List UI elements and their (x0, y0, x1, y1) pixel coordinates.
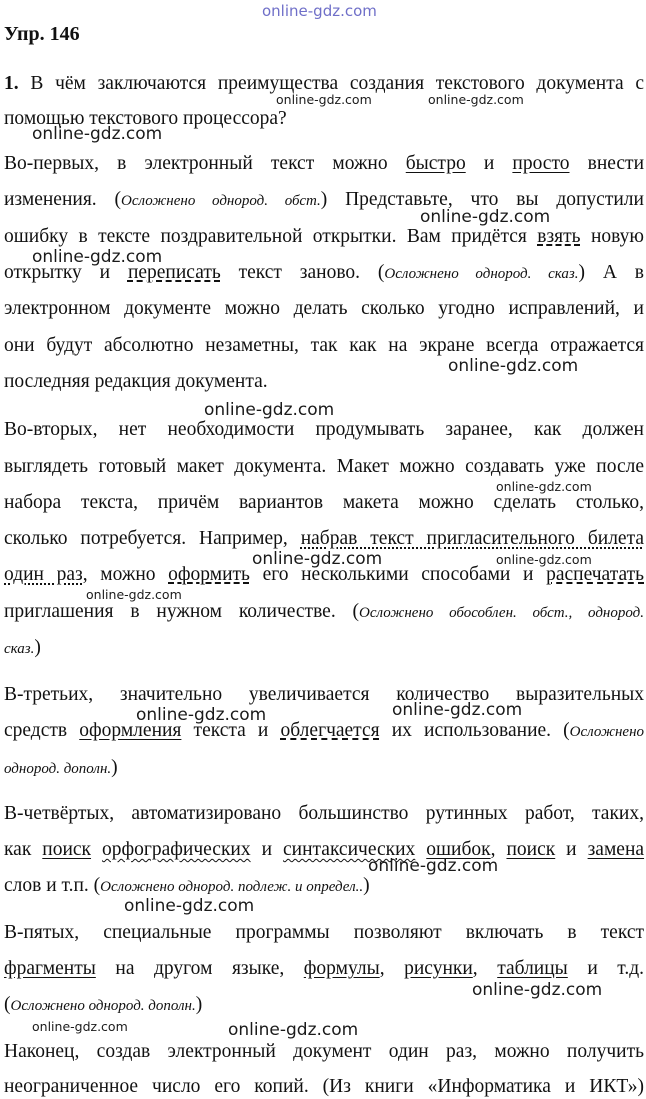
p1-line-1 (4, 152, 644, 176)
underlined-participial-phrase: набрав текст пригласительного билета (300, 528, 644, 549)
watermark: online-gdz.com (420, 207, 551, 227)
underlined-subject: поиск (42, 839, 92, 860)
underlined-predicate: облегчается (280, 720, 380, 741)
text: и т.д. (567, 958, 645, 979)
text: Во-первых, в электронный текст можно (4, 153, 406, 174)
underlined-subject: поиск (506, 839, 556, 860)
question-number: 1. (4, 73, 19, 94)
question-text-1: В чём заключаются преимущества создания текстового документа с (30, 73, 644, 94)
p1-line-6: они будут абсолютно незаметны, так как на экране всегда отражается (4, 335, 644, 356)
text: и (250, 839, 283, 860)
grammar-note: Осложнено обособлен. обст., однород. (359, 605, 644, 621)
p5-line-1: В-пятых, специальные программы позволяют включать в текст (4, 922, 644, 943)
text: внести (569, 153, 645, 174)
underlined-object: таблицы (497, 958, 568, 979)
underlined-attribute: орфографических (102, 839, 251, 860)
text: текста и (181, 720, 281, 741)
text: на другом языке, (95, 958, 304, 979)
grammar-note: сказ. (4, 641, 35, 657)
underlined-adverb: быстро (405, 153, 466, 174)
watermark: online-gdz.com (124, 896, 255, 916)
text: ) (34, 637, 41, 658)
p3-line-3 (4, 756, 644, 781)
text: слов и т.п. ( (4, 875, 101, 896)
p1-line-7: последняя редакция документа. (4, 371, 268, 392)
text: его несколькими способами и (249, 564, 547, 585)
question-line-2: помощью текстового процессора? (4, 108, 287, 129)
text: ошибку в тексте поздравительной открытки. Вам придётся (4, 226, 538, 247)
p3-line-1: В-третьих, значительно увеличивается количество выразительных (4, 684, 644, 705)
watermark: online-gdz.com (472, 980, 603, 1000)
text: средств (4, 720, 80, 741)
text: новую (580, 226, 644, 247)
watermark: online-gdz.com (32, 247, 163, 267)
watermark: online-gdz.com (136, 705, 267, 725)
watermark: online-gdz.com (252, 549, 383, 569)
p5-line-2 (4, 957, 644, 981)
underlined-predicate: оформить (168, 564, 250, 585)
grammar-note: однород. дополн. (4, 761, 112, 777)
underlined-object: формулы (303, 958, 380, 979)
text: , (379, 958, 405, 979)
p2-line-6 (4, 600, 644, 625)
p2-line-4 (4, 527, 644, 551)
text: сколько потребуется. Например, (4, 528, 301, 549)
underlined-object: рисунки (404, 958, 473, 979)
underlined-attribute: синтаксических (283, 839, 416, 860)
text (91, 839, 102, 860)
grammar-note: Осложнено однород. обст. (120, 193, 321, 209)
p4-line-1: В-четвёртых, автоматизировано большинство рутинных работ, таких, (4, 803, 644, 824)
text: текст заново. ( (220, 262, 385, 283)
grammar-note: Осложнено однород. подлеж. и определ.. (100, 879, 364, 895)
grammar-note: Осложнено однород. сказ. (384, 266, 579, 282)
text: и (555, 839, 588, 860)
watermark: online-gdz.com (228, 1020, 359, 1040)
underlined-object: фрагменты (4, 958, 96, 979)
grammar-note: Осложнено однород. дополн. (10, 998, 196, 1014)
underlined-participial-phrase: один раз (4, 564, 83, 585)
p2-line-2: выглядеть готовый макет документа. Макет можно создавать уже после (4, 456, 644, 477)
watermark-top: online-gdz.com (262, 2, 377, 20)
p6-line-1: Наконец, создав электронный документ один раз, можно получить (4, 1041, 644, 1062)
underlined-object: ошибок (426, 839, 491, 860)
watermark: online-gdz.com (368, 856, 499, 876)
watermark: online-gdz.com (448, 356, 579, 376)
watermark: online-gdz.com (86, 587, 182, 602)
underlined-subject: замена (587, 839, 645, 860)
text: приглашения в нужном количестве. ( (4, 601, 360, 622)
p6-line-2: неограниченное число его копий. (Из книги «Информатика и ИКТ») (4, 1076, 644, 1097)
p2-line-1: Во-вторых, нет необходимости продумывать заранее, как должен (4, 419, 644, 440)
text: ) А в (578, 262, 644, 283)
text: и (465, 153, 513, 174)
watermark: online-gdz.com (32, 124, 163, 144)
p4-line-3 (4, 874, 644, 899)
text: , (490, 839, 507, 860)
p2-line-3: набора текста, причём вариантов макета можно сделать столько, (4, 492, 644, 513)
watermark: online-gdz.com (276, 92, 372, 107)
text: открытку и (4, 262, 128, 283)
text: ) (195, 994, 203, 1015)
text: изменения. ( (4, 189, 121, 210)
text: , можно (82, 564, 169, 585)
p3-line-2 (4, 719, 644, 744)
watermark: online-gdz.com (496, 479, 592, 494)
watermark: online-gdz.com (32, 1019, 128, 1034)
underlined-predicate: переписать (127, 262, 221, 283)
grammar-note: Осложнено (569, 724, 645, 740)
watermark: online-gdz.com (428, 92, 524, 107)
p4-line-2 (4, 838, 644, 862)
text: как (4, 839, 43, 860)
text: , (472, 958, 498, 979)
underlined-predicate: распечатать (546, 564, 645, 585)
text: их использование. ( (379, 720, 570, 741)
text: ) (363, 875, 370, 896)
watermark: online-gdz.com (392, 700, 523, 720)
exercise-title: Упр. 146 (4, 23, 80, 45)
underlined-adverb: просто (512, 153, 570, 174)
p1-line-3 (4, 225, 644, 249)
text: ) (111, 757, 118, 778)
watermark: online-gdz.com (204, 400, 335, 420)
underlined-predicate: взять (537, 226, 581, 247)
p1-line-5: электронном документе можно делать сколько угодно исправлений, и (4, 298, 644, 319)
text: ) Представьте, что вы допустили (320, 189, 644, 210)
watermark: online-gdz.com (496, 552, 592, 567)
p2-line-7 (4, 636, 644, 661)
text: ( (4, 994, 11, 1015)
underlined-object: оформления (79, 720, 182, 741)
